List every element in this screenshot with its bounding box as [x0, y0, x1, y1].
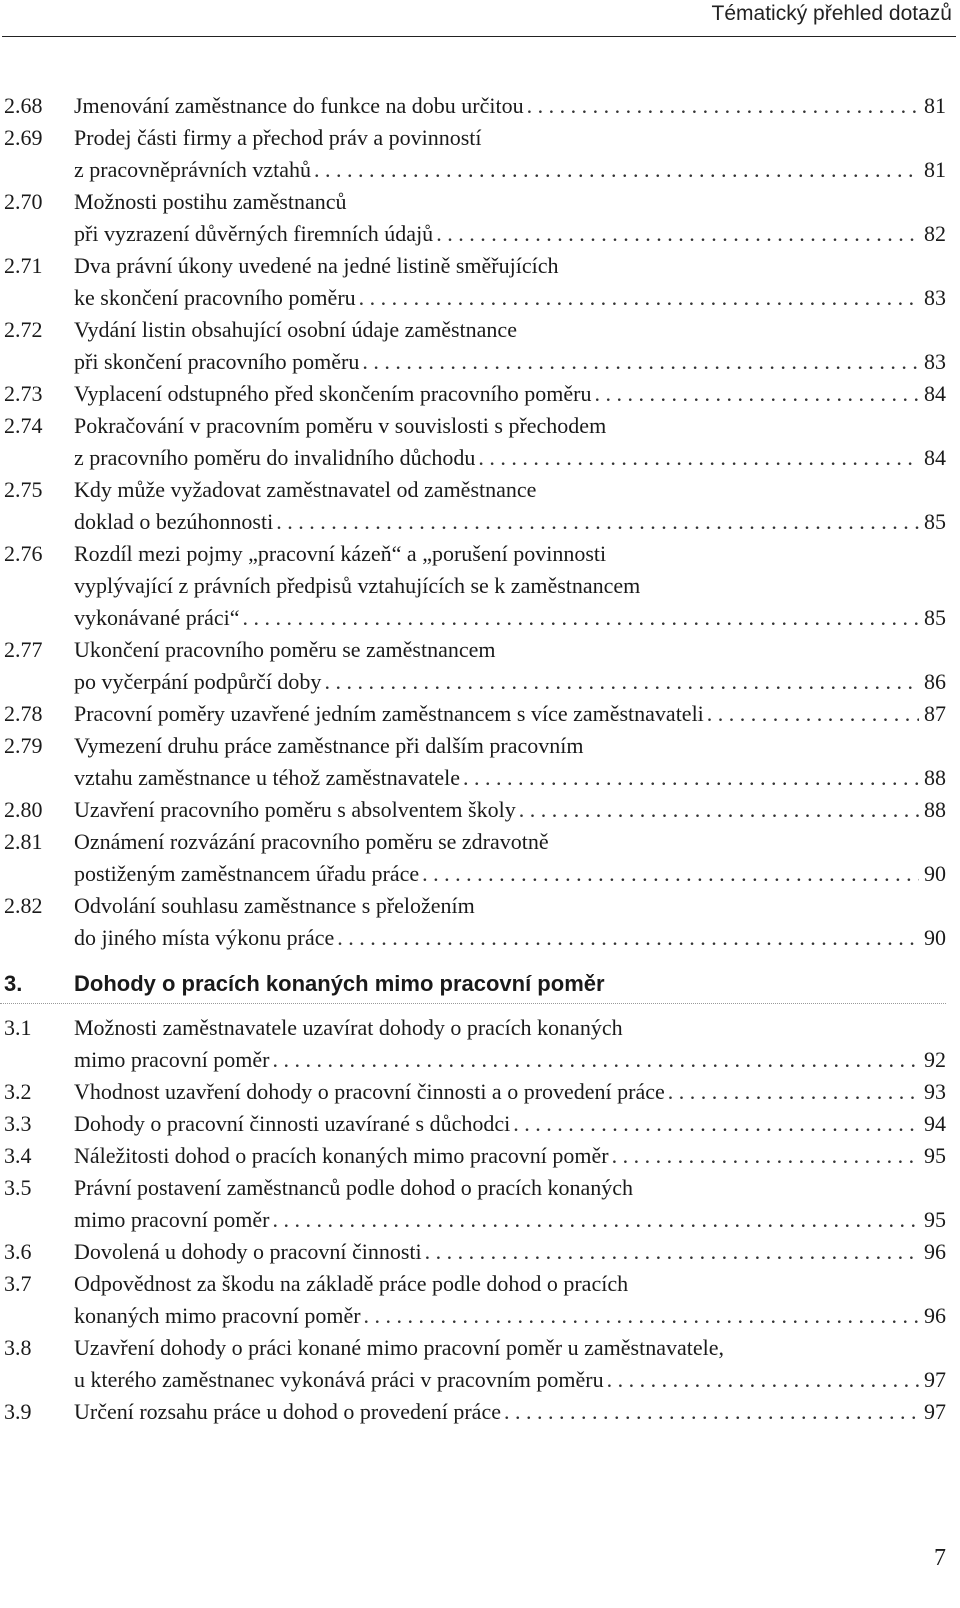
entry-body — [74, 890, 946, 954]
header-rule — [2, 36, 956, 37]
entry-title-line: Náležitosti dohod o pracích konaných mimo pracovní poměr — [74, 1143, 609, 1168]
entry-last-line — [74, 1364, 946, 1396]
entry-title-line: vykonávané práci“ — [74, 605, 240, 630]
entry-number: 3.2 — [4, 1079, 32, 1104]
toc-entry[interactable] — [0, 1076, 946, 1108]
entry-last-line — [74, 346, 946, 378]
entry-body — [74, 1236, 946, 1268]
toc-entry[interactable] — [0, 826, 946, 890]
entry-last-line — [74, 506, 946, 538]
entry-body — [74, 698, 946, 730]
dot-leader — [527, 90, 919, 122]
dot-leader — [594, 378, 919, 410]
dot-leader — [607, 1364, 919, 1396]
entry-title-line: vztahu zaměstnance u téhož zaměstnavatele — [74, 765, 461, 790]
toc-entry[interactable] — [0, 1332, 946, 1396]
entry-page-number: 85 — [924, 605, 946, 630]
entry-body — [74, 314, 946, 378]
entry-body — [74, 122, 946, 186]
toc-entry[interactable] — [0, 698, 946, 730]
entry-title-line: Vymezení druhu práce zaměstnance při dalším pracovním — [74, 733, 584, 758]
dot-leader — [273, 1044, 919, 1076]
entry-title-line: ke skončení pracovního poměru — [74, 285, 356, 310]
entry-number: 3.6 — [4, 1239, 32, 1264]
dot-leader — [668, 1076, 919, 1108]
entry-title-line: z pracovněprávních vztahů — [74, 157, 311, 182]
entry-number: 2.69 — [4, 125, 43, 150]
entry-body — [74, 90, 946, 122]
toc-entry[interactable] — [0, 1012, 946, 1076]
entry-last-line — [74, 794, 946, 826]
entry-number: 2.73 — [4, 381, 43, 406]
entry-number: 2.76 — [4, 541, 43, 566]
section-rule — [0, 1003, 946, 1004]
entry-number: 2.71 — [4, 253, 43, 278]
dot-leader — [362, 346, 919, 378]
entry-title-line: Uzavření dohody o práci konané mimo pracovní poměr u zaměstnavatele, — [74, 1335, 724, 1360]
entry-title-line: Dohody o pracovní činnosti uzavírané s důchodci — [74, 1111, 511, 1136]
dot-leader — [273, 1204, 919, 1236]
entry-title-line: Možnosti postihu zaměstnanců — [74, 189, 347, 214]
entry-page-number: 84 — [924, 381, 946, 406]
entry-last-line — [74, 602, 946, 634]
entry-last-line — [74, 1300, 946, 1332]
entry-last-line — [74, 762, 946, 794]
entry-number: 2.75 — [4, 477, 43, 502]
entry-page-number: 88 — [924, 797, 946, 822]
entry-last-line — [74, 666, 946, 698]
entry-page-number: 83 — [924, 349, 946, 374]
toc-entry[interactable] — [0, 250, 946, 314]
entry-title-line: Vydání listin obsahující osobní údaje zaměstnance — [74, 317, 517, 342]
dot-leader — [504, 1396, 919, 1428]
entry-title-line: Odpovědnost za škodu na základě práce podle dohod o pracích — [74, 1271, 629, 1296]
toc-entry[interactable] — [0, 1396, 946, 1428]
entry-page-number: 94 — [924, 1111, 946, 1136]
entry-title-line: Jmenování zaměstnance do funkce na dobu určitou — [74, 93, 524, 118]
entry-title-line: do jiného místa výkonu práce — [74, 925, 335, 950]
entry-title-line: mimo pracovní poměr — [74, 1047, 270, 1072]
entry-page-number: 84 — [924, 445, 946, 470]
entry-last-line — [74, 922, 946, 954]
entry-last-line — [74, 378, 946, 410]
entry-title-line: Vhodnost uzavření dohody o pracovní činnosti a o provedení práce — [74, 1079, 665, 1104]
entry-page-number: 85 — [924, 509, 946, 534]
entry-title-line: mimo pracovní poměr — [74, 1207, 270, 1232]
entry-last-line — [74, 1044, 946, 1076]
entry-last-line — [74, 90, 946, 122]
dot-leader — [276, 506, 919, 538]
entry-last-line — [74, 1204, 946, 1236]
entry-body — [74, 1012, 946, 1076]
entry-page-number: 97 — [924, 1399, 946, 1424]
toc-entry[interactable] — [0, 1268, 946, 1332]
entry-last-line — [74, 1108, 946, 1140]
entry-number: 2.81 — [4, 829, 43, 854]
entry-body — [74, 1172, 946, 1236]
entry-body — [74, 250, 946, 314]
entry-number: 3.4 — [4, 1143, 32, 1168]
entry-number: 2.79 — [4, 733, 43, 758]
toc-entry[interactable] — [0, 1108, 946, 1140]
toc-entry[interactable] — [0, 474, 946, 538]
entry-number: 2.82 — [4, 893, 43, 918]
dot-leader — [519, 794, 919, 826]
entry-last-line — [74, 698, 946, 730]
entry-body — [74, 378, 946, 410]
toc-entry[interactable] — [0, 794, 946, 826]
toc-entry[interactable] — [0, 730, 946, 794]
entry-title-line: Pracovní poměry uzavřené jedním zaměstnancem s více zaměstnavateli — [74, 701, 704, 726]
section-heading — [0, 968, 946, 1000]
entry-page-number: 83 — [924, 285, 946, 310]
entry-number: 3.5 — [4, 1175, 32, 1200]
entry-last-line — [74, 1076, 946, 1108]
entry-page-number: 95 — [924, 1207, 946, 1232]
entry-body — [74, 794, 946, 826]
entry-body — [74, 1332, 946, 1396]
entry-page-number: 92 — [924, 1047, 946, 1072]
dot-leader — [436, 218, 919, 250]
entry-body — [74, 1268, 946, 1332]
entry-page-number: 90 — [924, 925, 946, 950]
entry-last-line — [74, 218, 946, 250]
entry-page-number: 95 — [924, 1143, 946, 1168]
entry-title-line: Dovolená u dohody o pracovní činnosti — [74, 1239, 422, 1264]
entry-title-line: doklad o bezúhonnosti — [74, 509, 274, 534]
entry-body — [74, 1076, 946, 1108]
entry-body — [74, 634, 946, 698]
dot-leader — [707, 698, 919, 730]
entry-body — [74, 826, 946, 890]
entry-title-line: Prodej části firmy a přechod práv a povinností — [74, 125, 482, 150]
entry-body — [74, 1140, 946, 1172]
entry-title-line: Vyplacení odstupného před skončením pracovního poměru — [74, 381, 592, 406]
entry-title-line: konaných mimo pracovní poměr — [74, 1303, 361, 1328]
entry-body — [74, 1108, 946, 1140]
entry-title-line: Dva právní úkony uvedené na jedné listině směřujících — [74, 253, 559, 278]
entry-number: 2.74 — [4, 413, 43, 438]
dot-leader — [513, 1108, 919, 1140]
dot-leader — [478, 442, 919, 474]
section-title: Dohody o pracích konaných mimo pracovní poměr — [74, 971, 605, 996]
dot-leader — [422, 858, 919, 890]
entry-title-line: Rozdíl mezi pojmy „pracovní kázeň“ a „porušení povinnosti — [74, 541, 607, 566]
entry-title-line: postiženým zaměstnancem úřadu práce — [74, 861, 420, 886]
toc-entry[interactable] — [0, 538, 946, 634]
toc-entry[interactable] — [0, 1172, 946, 1236]
entry-body — [74, 186, 946, 250]
entry-title-line: při skončení pracovního poměru — [74, 349, 360, 374]
entry-title-line: z pracovního poměru do invalidního důchodu — [74, 445, 476, 470]
entry-number: 3.8 — [4, 1335, 32, 1360]
entry-body — [74, 474, 946, 538]
entry-number: 3.3 — [4, 1111, 32, 1136]
entry-title-line: Ukončení pracovního poměru se zaměstnancem — [74, 637, 496, 662]
entry-title-line: Určení rozsahu práce u dohod o provedení práce — [74, 1399, 501, 1424]
entry-title-line: Možnosti zaměstnavatele uzavírat dohody o pracích konaných — [74, 1015, 623, 1040]
running-header: Tématický přehled dotazů — [711, 2, 952, 25]
entry-page-number: 97 — [924, 1367, 946, 1392]
entry-title-line: Odvolání souhlasu zaměstnance s přeložením — [74, 893, 475, 918]
entry-title-line: Uzavření pracovního poměru s absolventem školy — [74, 797, 516, 822]
entry-last-line — [74, 1140, 946, 1172]
entry-title-line: Pokračování v pracovním poměru v souvislosti s přechodem — [74, 413, 607, 438]
entry-number: 2.80 — [4, 797, 43, 822]
toc-entry[interactable] — [0, 410, 946, 474]
entry-page-number: 86 — [924, 669, 946, 694]
entry-page-number: 87 — [924, 701, 946, 726]
entry-last-line — [74, 858, 946, 890]
entry-number: 2.78 — [4, 701, 43, 726]
dot-leader — [463, 762, 919, 794]
entry-body — [74, 730, 946, 794]
entry-last-line — [74, 442, 946, 474]
entry-title-line: vyplývající z právních předpisů vztahujících se k zaměstnancem — [74, 573, 641, 598]
entry-title-line: u kterého zaměstnanec vykonává práci v pracovním poměru — [74, 1367, 604, 1392]
toc-entry[interactable] — [0, 1236, 946, 1268]
entry-title-line: při vyzrazení důvěrných firemních údajů — [74, 221, 434, 246]
entry-body — [74, 538, 946, 634]
entry-last-line — [74, 1236, 946, 1268]
entry-number: 2.77 — [4, 637, 43, 662]
entry-page-number: 81 — [924, 93, 946, 118]
entry-page-number: 88 — [924, 765, 946, 790]
page-number: 7 — [934, 1545, 946, 1571]
entry-page-number: 81 — [924, 157, 946, 182]
entry-title-line: Kdy může vyžadovat zaměstnavatel od zaměstnance — [74, 477, 537, 502]
entry-number: 2.72 — [4, 317, 43, 342]
entry-number: 2.68 — [4, 93, 43, 118]
toc-entry[interactable] — [0, 90, 946, 122]
dot-leader — [314, 154, 919, 186]
dot-leader — [243, 602, 919, 634]
entry-page-number: 93 — [924, 1079, 946, 1104]
entry-title-line: Právní postavení zaměstnanců podle dohod o pracích konaných — [74, 1175, 634, 1200]
toc-entry[interactable] — [0, 890, 946, 954]
entry-last-line — [74, 282, 946, 314]
toc-entry[interactable] — [0, 122, 946, 186]
dot-leader — [364, 1300, 919, 1332]
entry-number: 3.7 — [4, 1271, 32, 1296]
entry-last-line — [74, 154, 946, 186]
entry-page-number: 90 — [924, 861, 946, 886]
toc-entry[interactable] — [0, 634, 946, 698]
toc-entry[interactable] — [0, 1140, 946, 1172]
entry-page-number: 82 — [924, 221, 946, 246]
dot-leader — [324, 666, 919, 698]
entry-title-line: Oznámení rozvázání pracovního poměru se zdravotně — [74, 829, 549, 854]
dot-leader — [425, 1236, 919, 1268]
entry-body — [74, 410, 946, 474]
section-number: 3. — [4, 971, 23, 996]
entry-number: 3.9 — [4, 1399, 32, 1424]
entry-last-line — [74, 1396, 946, 1428]
toc-entry[interactable] — [0, 378, 946, 410]
entry-number: 3.1 — [4, 1015, 32, 1040]
entry-page-number: 96 — [924, 1239, 946, 1264]
entry-title-line: po vyčerpání podpůrčí doby — [74, 669, 322, 694]
table-of-contents — [0, 90, 946, 1428]
toc-entry[interactable] — [0, 186, 946, 250]
toc-entry[interactable] — [0, 314, 946, 378]
entry-body — [74, 1396, 946, 1428]
dot-leader — [337, 922, 919, 954]
dot-leader — [612, 1140, 919, 1172]
entry-page-number: 96 — [924, 1303, 946, 1328]
dot-leader — [359, 282, 919, 314]
entry-number: 2.70 — [4, 189, 43, 214]
